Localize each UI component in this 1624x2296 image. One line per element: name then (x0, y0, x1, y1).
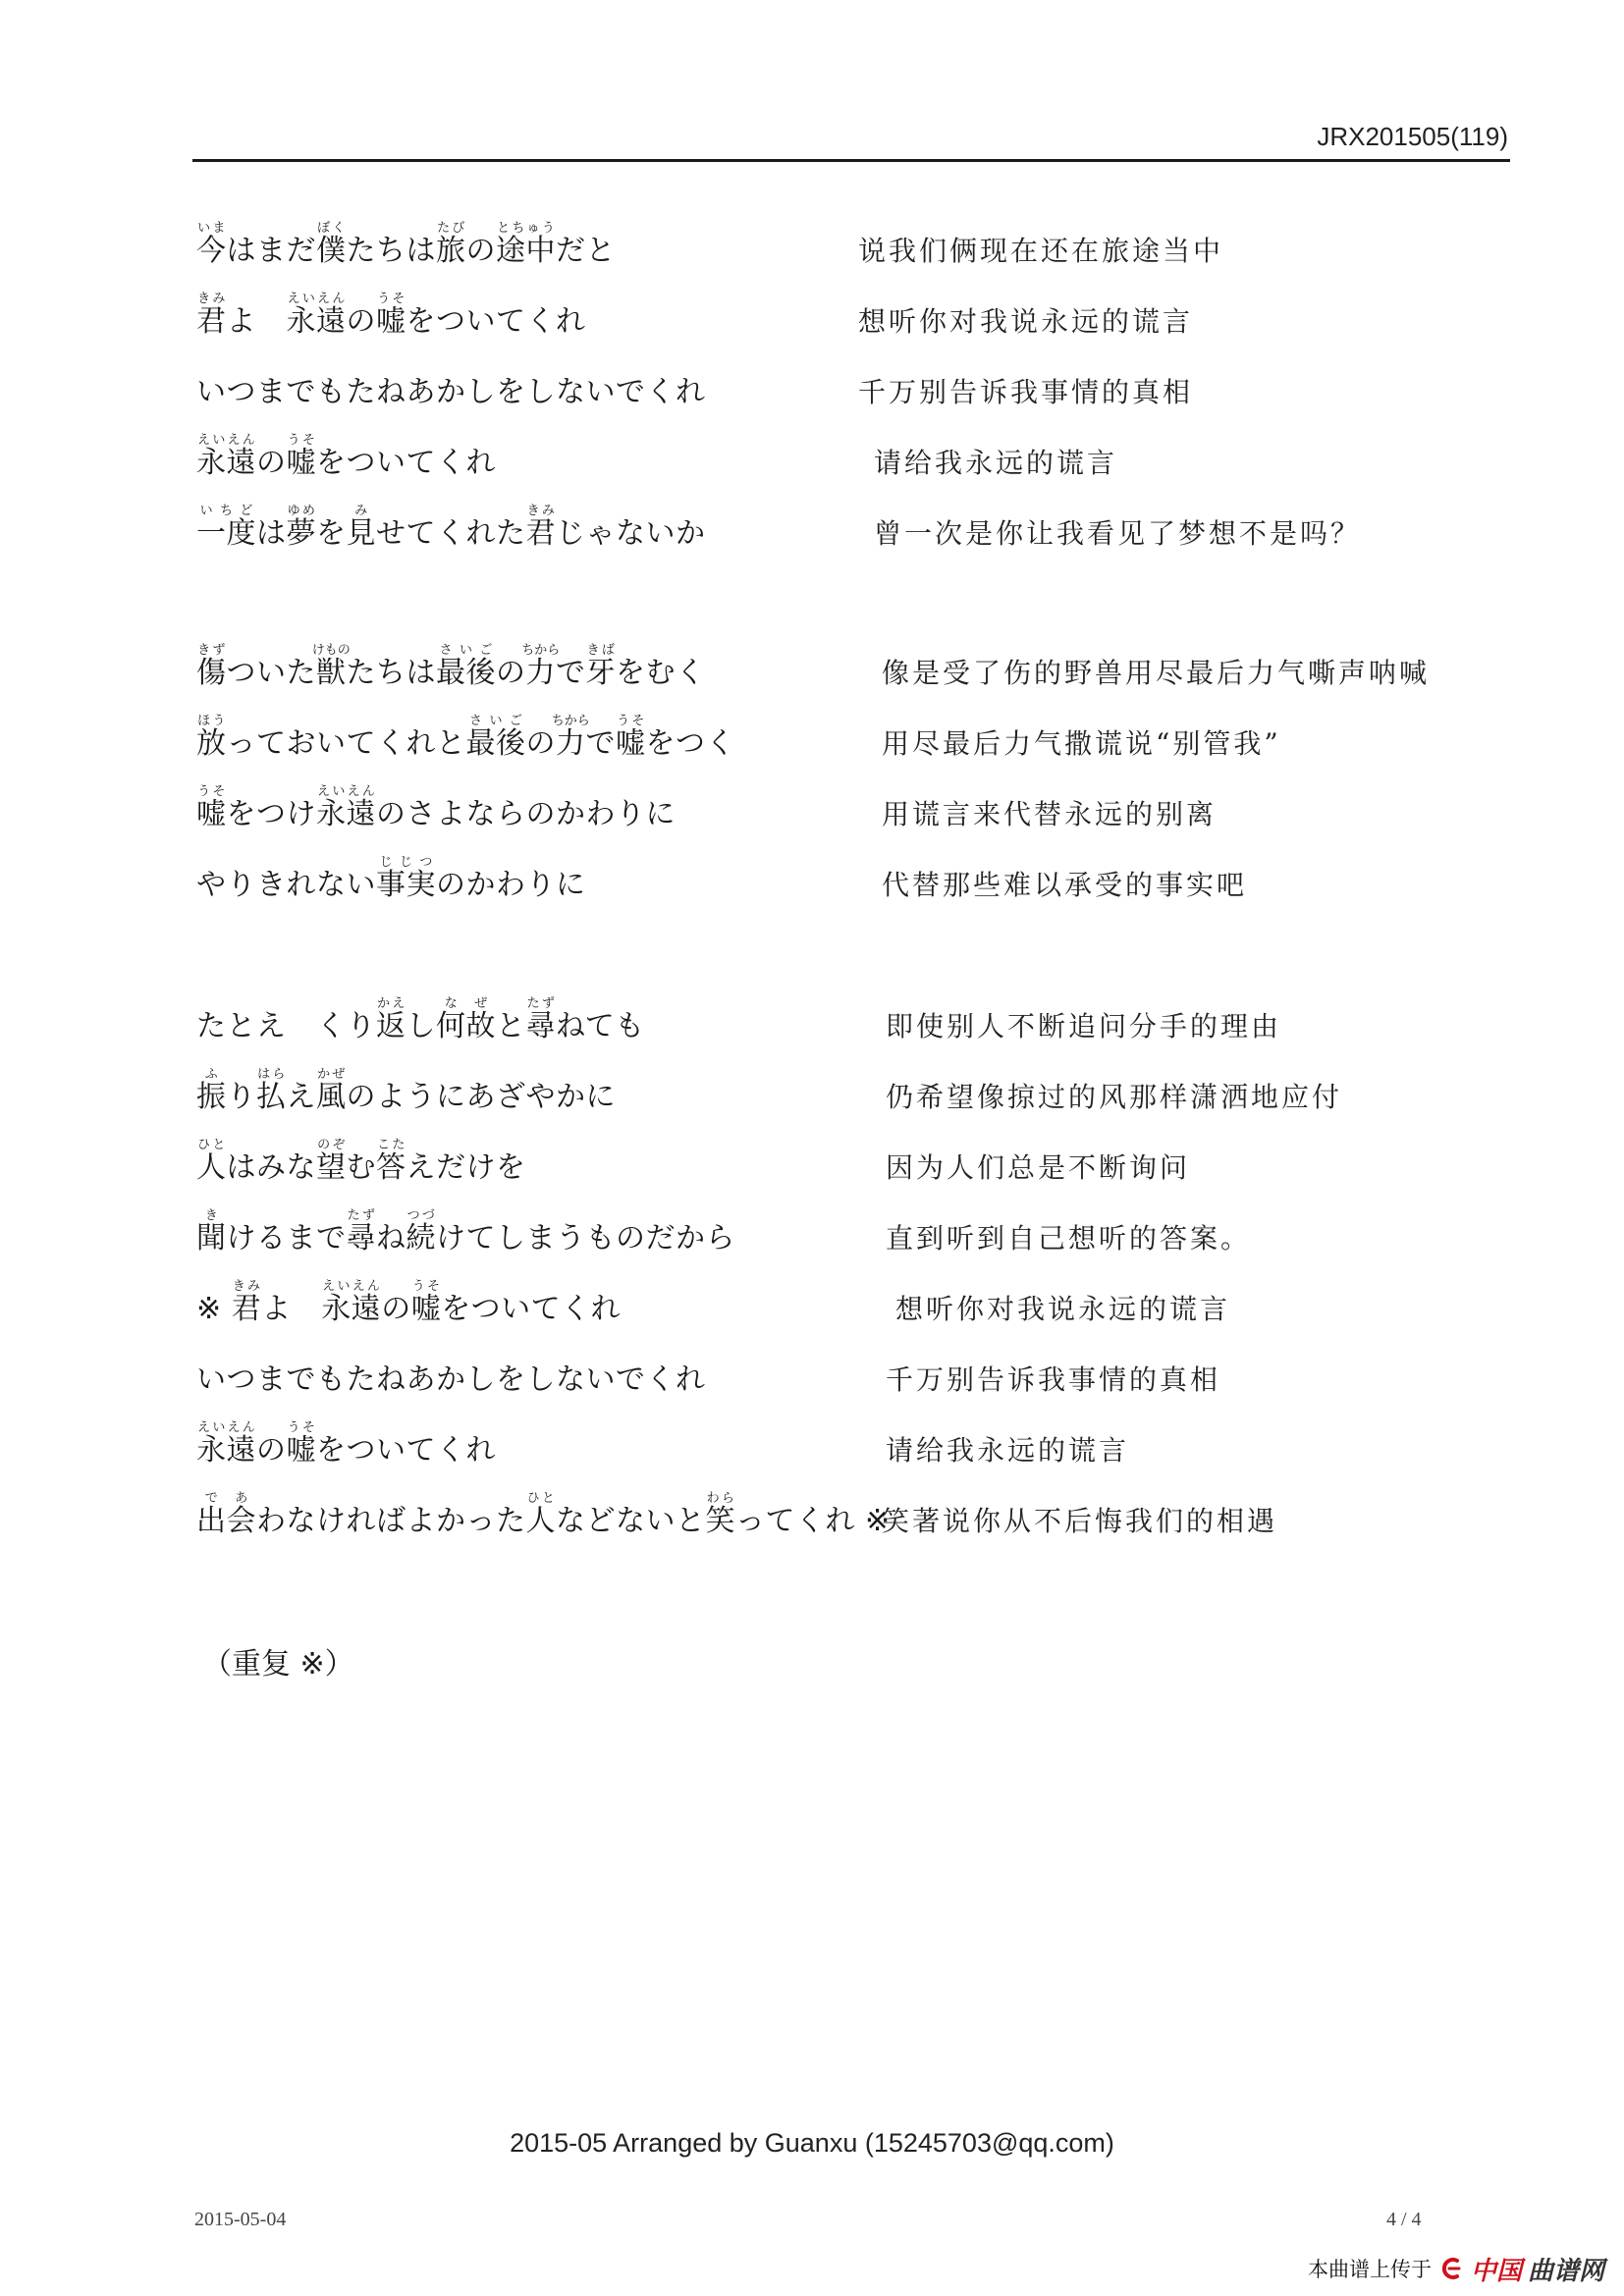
kanji-with-furigana (196, 1138, 227, 1185)
chinese-translation: 用谎言来代替永远的别离 (882, 798, 1218, 830)
kana-text: よ (226, 304, 287, 339)
kanji-with-furigana (316, 1138, 347, 1185)
kanji-with-furigana (196, 1491, 256, 1538)
kana-text: をむく (616, 656, 706, 690)
japanese-lyric (196, 292, 586, 340)
japanese-lyric (196, 504, 706, 552)
japanese-lyric (196, 221, 616, 269)
kanji-with-furigana (616, 714, 646, 761)
kanji-with-furigana (551, 714, 590, 761)
furigana: えいえん (286, 292, 347, 306)
kana-text: ね (376, 1221, 406, 1255)
kanji-with-furigana (196, 433, 256, 480)
arranger-credit: 2015-05 Arranged by Guanxu (15245703@qq.com) (510, 2128, 1114, 2158)
kana-text: え (286, 1080, 316, 1114)
site-watermark (1308, 2252, 1604, 2285)
kanji-with-furigana (376, 996, 406, 1043)
kanji: 嘘 (286, 1433, 316, 1468)
kanji-with-furigana (196, 1420, 256, 1468)
chinese-translation: 请给我永远的谎言 (886, 1434, 1130, 1467)
kana-text: やりきれない (196, 868, 376, 902)
lyric-line (0, 428, 1624, 487)
kana-text: はみな (226, 1150, 316, 1185)
kanji-with-furigana (316, 784, 376, 831)
lyric-line (0, 991, 1624, 1050)
lyric-line (0, 287, 1624, 346)
kanji-with-furigana (376, 292, 406, 339)
kana-text: ってくれ ※ (735, 1504, 891, 1538)
japanese-lyric (196, 433, 496, 481)
kanji: 返 (376, 1009, 406, 1043)
kanji-with-furigana (496, 221, 556, 268)
furigana: ほう (196, 714, 227, 728)
kanji: 僕 (316, 234, 347, 268)
furigana: さいご (465, 714, 526, 728)
furigana: えいえん (196, 433, 256, 448)
lyric-line (0, 1062, 1624, 1121)
furigana: きみ (231, 1279, 262, 1294)
lyric-line (0, 779, 1624, 838)
kanji-with-furigana (286, 1420, 317, 1468)
kanji: 事実 (376, 868, 436, 902)
furigana: なぜ (436, 996, 496, 1011)
kanji: 君 (231, 1292, 262, 1326)
kanji: 嘘 (410, 1292, 442, 1326)
kanji-with-furigana (321, 1279, 382, 1326)
kana-text: いつまでもたねあかしをしないでくれ (196, 1362, 706, 1397)
kanji-with-furigana (521, 643, 561, 690)
kana-text: む (346, 1150, 376, 1185)
kana-text: ついた (226, 656, 316, 690)
chinese-translation: 因为人们总是不断询问 (886, 1151, 1191, 1184)
kana-text: わなければよかった (256, 1504, 526, 1538)
print-date: 2015-05-04 (194, 2209, 287, 2230)
repeat-note: （重复 ※） (202, 1647, 354, 1682)
kanji-with-furigana (196, 292, 227, 339)
furigana: たび (436, 221, 466, 236)
furigana: いちど (196, 504, 256, 518)
chinese-translation: 直到听到自己想听的答案。 (886, 1222, 1252, 1255)
furigana: であ (196, 1491, 256, 1506)
kana-text: をついてくれ (441, 1292, 622, 1326)
japanese-lyric (196, 784, 676, 832)
kanji: 君 (196, 304, 227, 339)
kanji: 望 (316, 1150, 347, 1185)
kana-text: をつく (645, 726, 735, 761)
japanese-lyric (196, 367, 706, 410)
kana-text: などないと (556, 1504, 706, 1538)
kana-text: えだけを (406, 1150, 526, 1185)
japanese-lyric (196, 855, 586, 903)
kanji: 嘘 (286, 446, 316, 480)
kanji-with-furigana (196, 1067, 227, 1114)
kana-text: り (226, 1080, 256, 1114)
kanji-with-furigana (196, 504, 256, 551)
furigana: うそ (376, 292, 406, 306)
furigana: うそ (286, 1420, 316, 1435)
kanji: 力 (551, 726, 590, 761)
kana-text: の (381, 1292, 411, 1326)
furigana: きず (196, 643, 227, 658)
furigana: のぞ (316, 1138, 347, 1152)
site-logo-icon (1437, 2255, 1465, 2282)
chinese-translation: 代替那些难以承受的事实吧 (882, 869, 1248, 901)
chinese-translation: 即使别人不断追问分手的理由 (886, 1010, 1282, 1042)
kana-text: ※ (196, 1292, 232, 1326)
kanji: 力 (521, 656, 561, 690)
kanji-with-furigana (316, 1067, 347, 1114)
kanji: 嘘 (376, 304, 406, 339)
furigana: えいえん (196, 1420, 256, 1435)
chinese-translation: 曾一次是你让我看见了梦想不是吗？ (874, 517, 1362, 550)
furigana: えいえん (316, 784, 376, 799)
page-number: 4 / 4 (1386, 2209, 1422, 2230)
kana-text: をついてくれ (406, 304, 586, 339)
furigana: ちから (521, 643, 561, 658)
kana-text: で (585, 726, 616, 761)
kanji-with-furigana (286, 433, 317, 480)
kanji: 最後 (436, 656, 496, 690)
kanji: 答 (376, 1150, 406, 1185)
kanji: 永遠 (196, 446, 256, 480)
kanji-with-furigana (465, 714, 526, 761)
kanji-with-furigana (525, 1491, 557, 1538)
kanji-with-furigana (196, 784, 227, 831)
kana-text: の (256, 1433, 287, 1468)
furigana: えいえん (321, 1279, 382, 1294)
kanji: 一度 (196, 516, 256, 551)
kanji-with-furigana (346, 1208, 377, 1255)
kanji-with-furigana (346, 504, 377, 551)
kana-text: をつけ (226, 797, 316, 831)
kanji: 笑 (705, 1504, 735, 1538)
furigana: さいご (436, 643, 496, 658)
kana-text: をついてくれ (316, 1433, 496, 1468)
kanji: 放 (196, 726, 227, 761)
kana-text: いつまでもたねあかしをしないでくれ (196, 375, 706, 409)
japanese-lyric (196, 1067, 616, 1115)
kana-text: けてしまうものだから (436, 1221, 735, 1255)
kanji: 尋 (346, 1221, 376, 1255)
kanji: 牙 (585, 656, 616, 690)
kana-text: をついてくれ (316, 446, 496, 480)
chinese-translation: 请给我永远的谎言 (874, 447, 1118, 479)
chinese-translation: 仍希望像掠过的风那样潇洒地应付 (886, 1081, 1343, 1113)
kanji: 聞 (196, 1221, 227, 1255)
kana-text: たちは (346, 234, 436, 268)
chinese-translation: 千万别告诉我事情的真相 (858, 376, 1194, 408)
kanji-with-furigana (436, 221, 466, 268)
lyric-line (0, 499, 1624, 558)
kanji-with-furigana (585, 643, 617, 690)
kana-text: たとえ くり (196, 1009, 376, 1043)
kanji: 最後 (465, 726, 526, 761)
kana-text: の (256, 446, 287, 480)
furigana: うそ (410, 1279, 442, 1294)
lyric-line (0, 850, 1624, 909)
kana-text: たちは (346, 656, 436, 690)
kanji: 永遠 (286, 304, 347, 339)
japanese-lyric (196, 714, 735, 762)
kanji-with-furigana (436, 996, 496, 1043)
furigana: けもの (311, 643, 351, 658)
kanji-with-furigana (286, 292, 347, 339)
kana-text: の (525, 726, 556, 761)
kanji: 尋 (525, 1009, 556, 1043)
furigana: ちから (551, 714, 590, 728)
furigana: うそ (196, 784, 227, 799)
chinese-translation: 笑著说你从不后悔我们的相遇 (882, 1505, 1278, 1537)
kanji: 夢 (286, 516, 316, 551)
kana-text: は (256, 516, 287, 551)
kanji: 人 (525, 1504, 556, 1538)
japanese-lyric (196, 996, 645, 1044)
kanji: 永遠 (321, 1292, 382, 1326)
kana-text: の (465, 234, 496, 268)
kanji: 獣 (311, 656, 351, 690)
kanji: 傷 (196, 656, 227, 690)
kanji: 嘘 (616, 726, 646, 761)
kanji: 旅 (436, 234, 466, 268)
lyric-line (0, 1203, 1624, 1262)
kana-text: の (346, 304, 376, 339)
kana-text: のさよならのかわりに (376, 797, 676, 831)
kanji-with-furigana (196, 1208, 227, 1255)
kanji-with-furigana (286, 504, 317, 551)
chinese-translation: 说我们俩现在还在旅途当中 (858, 235, 1224, 267)
furigana: かえ (376, 996, 406, 1011)
kanji: 永遠 (316, 797, 376, 831)
furigana: きば (585, 643, 616, 658)
kanji: 払 (256, 1080, 287, 1114)
kanji-with-furigana (436, 643, 496, 690)
document-id: JRX201505(119) (1317, 122, 1508, 151)
japanese-lyric (196, 1279, 621, 1327)
furigana: わら (705, 1491, 735, 1506)
lyric-line (0, 709, 1624, 768)
chinese-translation: 像是受了伤的野兽用尽最后力气嘶声呐喊 (882, 657, 1431, 689)
kanji: 何故 (436, 1009, 496, 1043)
kanji-with-furigana (231, 1279, 262, 1326)
lyric-line (0, 1274, 1624, 1333)
chinese-translation: 用尽最后力气撒谎说“别管我” (882, 727, 1281, 760)
lyric-line (0, 638, 1624, 697)
kana-text: じゃないか (556, 516, 706, 551)
kana-text: はまだ (226, 234, 316, 268)
lyric-line (0, 216, 1624, 275)
furigana: ゆめ (286, 504, 316, 518)
furigana: うそ (286, 433, 316, 448)
kanji: 人 (196, 1150, 227, 1185)
kanji-with-furigana (196, 714, 227, 761)
kanji: 今 (196, 234, 227, 268)
furigana: じじつ (376, 855, 436, 870)
lyric-line (0, 1486, 1624, 1545)
furigana: つづ (406, 1208, 436, 1223)
header-rule (192, 159, 1510, 162)
kana-text: で (556, 656, 586, 690)
furigana: み (346, 504, 376, 518)
furigana: ひと (196, 1138, 227, 1152)
furigana: いま (196, 221, 227, 236)
furigana: ひと (525, 1491, 556, 1506)
kanji-with-furigana (525, 504, 557, 551)
kanji-with-furigana (376, 1138, 406, 1185)
kanji-with-furigana (525, 996, 557, 1043)
kanji-with-furigana (376, 855, 436, 902)
furigana: き (196, 1208, 227, 1223)
kana-text: と (496, 1009, 526, 1043)
furigana: とちゅう (496, 221, 556, 236)
watermark-text: 本曲谱上传于 (1307, 2258, 1432, 2281)
lyric-line (0, 1133, 1624, 1192)
kana-text: けるまで (226, 1221, 347, 1255)
kanji: 途中 (496, 234, 556, 268)
kanji: 嘘 (196, 797, 227, 831)
kanji: 続 (406, 1221, 436, 1255)
kanji: 振 (196, 1080, 227, 1114)
furigana: かぜ (316, 1067, 347, 1082)
kana-text: のかわりに (436, 868, 586, 902)
furigana: はら (256, 1067, 287, 1082)
kanji-with-furigana (196, 221, 227, 268)
japanese-lyric (196, 643, 706, 691)
furigana: たず (525, 996, 556, 1011)
chinese-translation: 想听你对我说永远的谎言 (895, 1293, 1231, 1325)
kanji-with-furigana (316, 221, 347, 268)
kana-text: の (496, 656, 526, 690)
furigana: うそ (616, 714, 646, 728)
kanji-with-furigana (705, 1491, 736, 1538)
japanese-lyric (196, 1208, 735, 1256)
chinese-translation: 想听你对我说永远的谎言 (858, 305, 1194, 338)
furigana: たず (346, 1208, 376, 1223)
kanji: 風 (316, 1080, 347, 1114)
kanji-with-furigana (406, 1208, 437, 1255)
japanese-lyric (196, 1355, 706, 1398)
kanji-with-furigana (410, 1279, 442, 1326)
kanji: 君 (525, 516, 556, 551)
kanji: 永遠 (196, 1433, 256, 1468)
furigana: ぼく (316, 221, 347, 236)
furigana: きみ (525, 504, 556, 518)
kana-text: せてくれた (376, 516, 526, 551)
furigana: こた (376, 1138, 406, 1152)
lyric-line (0, 1345, 1624, 1404)
lyric-line (0, 357, 1624, 416)
kanji-with-furigana (256, 1067, 287, 1114)
furigana: きみ (196, 292, 227, 306)
kanji: 見 (346, 516, 376, 551)
kanji: 出会 (196, 1504, 256, 1538)
kana-text: を (316, 516, 347, 551)
kana-text: だと (556, 234, 616, 268)
furigana: ふ (196, 1067, 227, 1082)
kana-text: ねても (556, 1009, 645, 1043)
japanese-lyric (196, 1138, 526, 1186)
kana-text: よ (261, 1292, 322, 1326)
kana-text: し (406, 1009, 436, 1043)
lyric-line (0, 1415, 1624, 1474)
watermark-brand-china: 中国 (1470, 2256, 1522, 2286)
chinese-translation: 千万别告诉我事情的真相 (886, 1363, 1221, 1396)
kana-text: のようにあざやかに (346, 1080, 616, 1114)
kanji-with-furigana (196, 643, 227, 690)
japanese-lyric (196, 1420, 496, 1468)
kana-text: っておいてくれと (226, 726, 466, 761)
kanji-with-furigana (311, 643, 351, 690)
watermark-brand-score: 曲谱网 (1527, 2256, 1604, 2286)
japanese-lyric (196, 1491, 891, 1539)
